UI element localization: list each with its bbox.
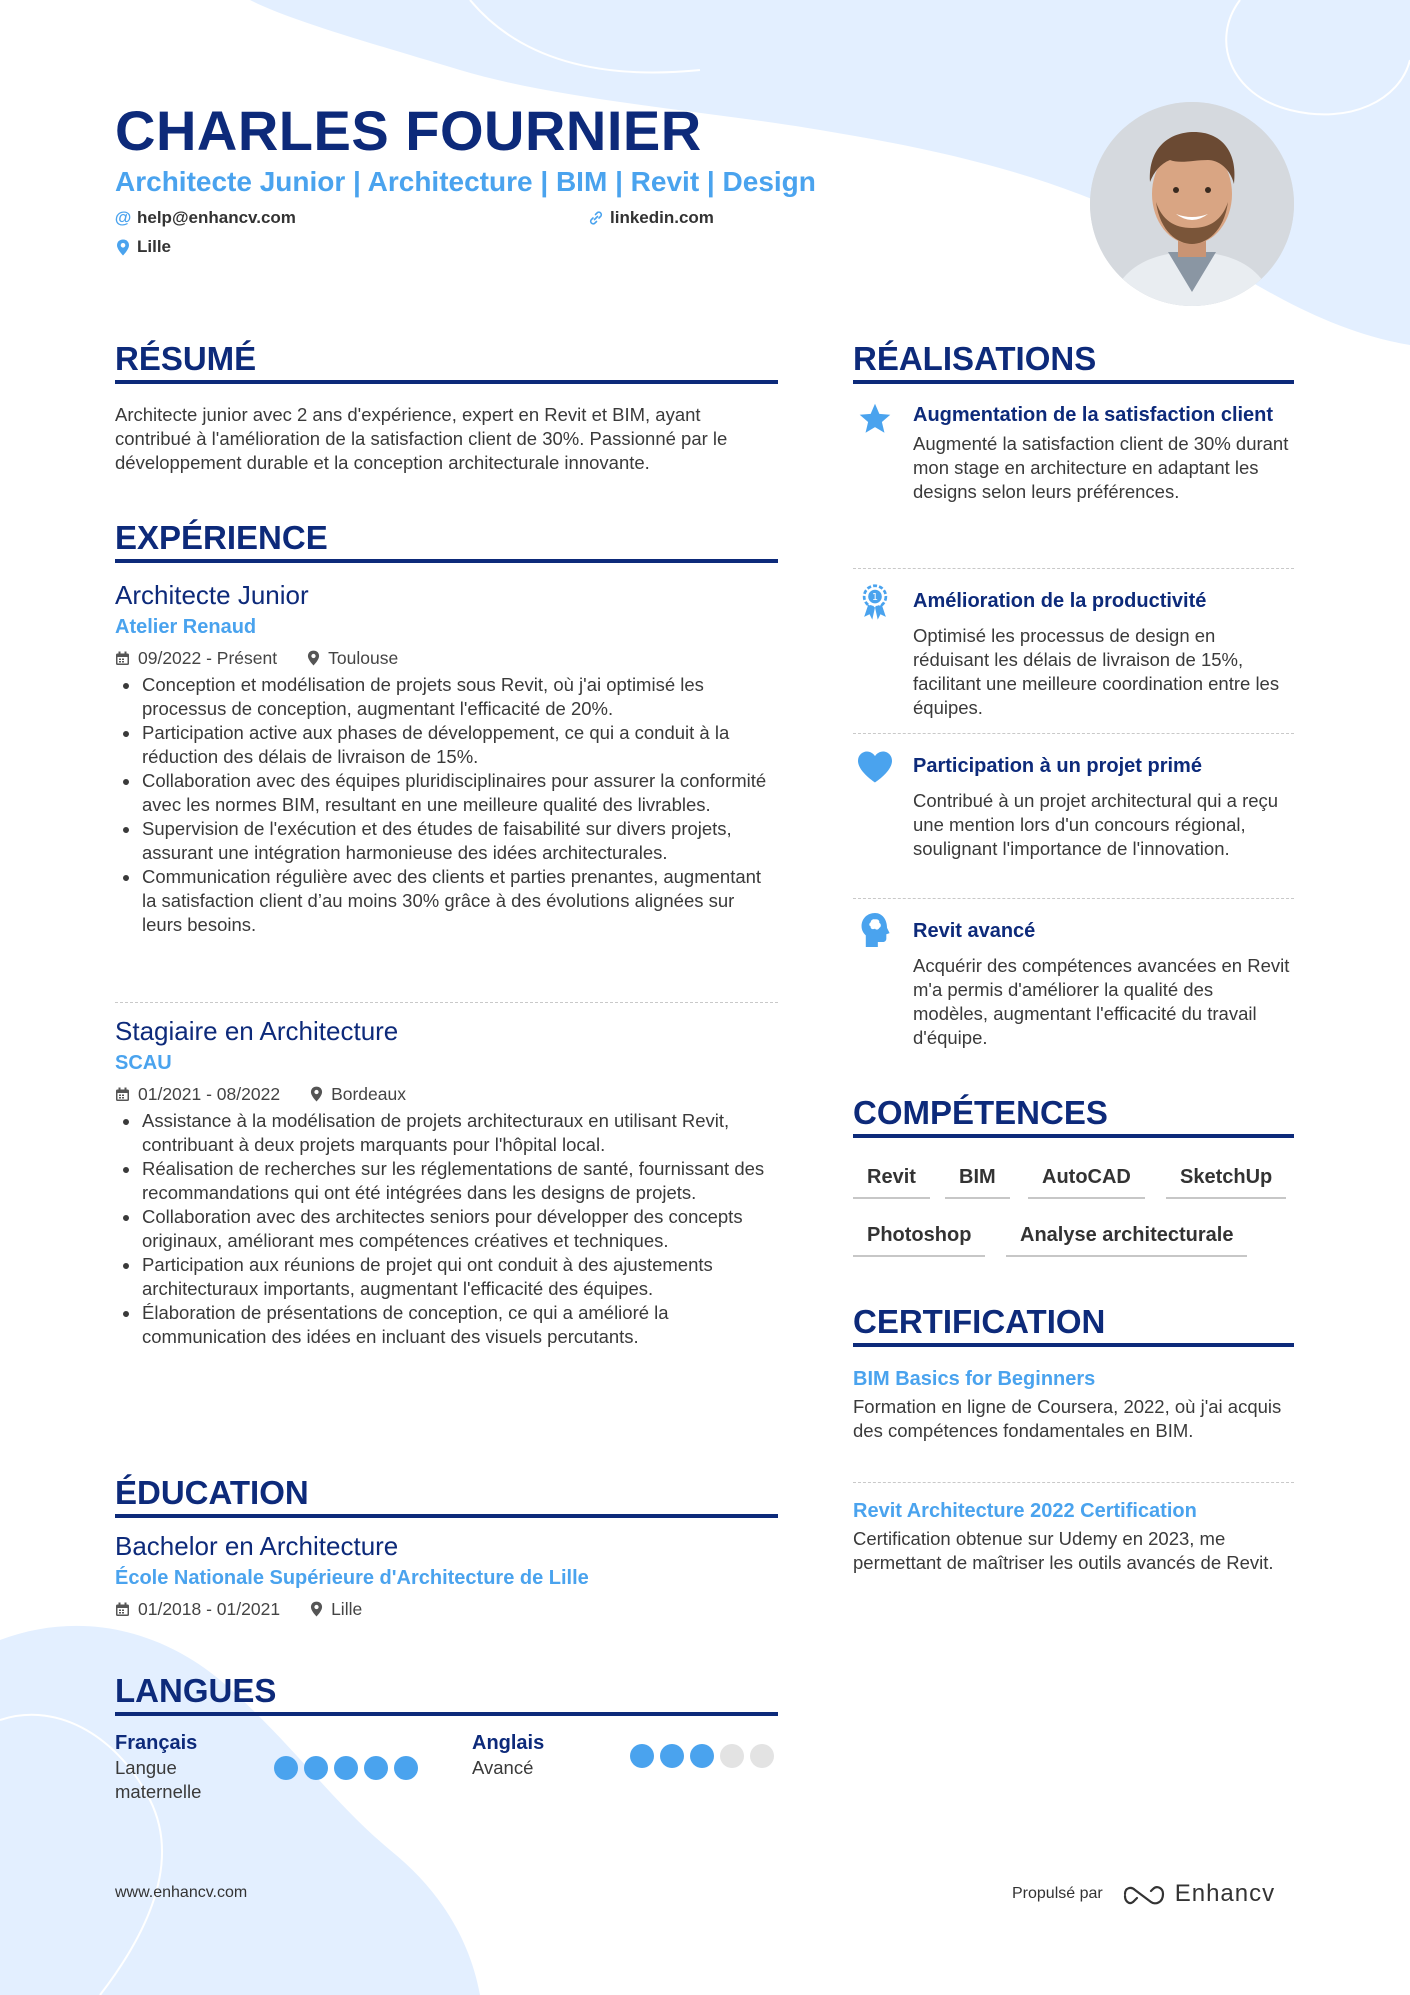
list-item: Collaboration avec des architectes seniors pour développer des concepts originaux, améliorant mes compétences créatives et techniques. [115,1205,778,1253]
contact-linkedin[interactable] [588,208,714,228]
language-item [115,1730,265,1804]
at-icon: @ [114,208,132,227]
language-level: Avancé [472,1757,534,1778]
rating-dot [690,1744,714,1768]
rating-dot [304,1756,328,1780]
skill-tag: SketchUp [1166,1159,1286,1199]
certification-text: Formation en ligne de Coursera, 2022, où j'ai acquis des compétences fondamentales en BIM. [853,1396,1282,1441]
skill-tag: AutoCAD [1028,1159,1145,1199]
rating-dot [630,1744,654,1768]
education-entry [115,1530,778,1622]
location-text: Lille [137,237,172,256]
calendar-icon [115,651,130,666]
award-ribbon-icon [855,582,895,622]
section-title-resume: RÉSUMÉ [115,340,778,384]
brain-head-icon [855,910,895,950]
school-name: École Nationale Supérieure d'Architecture de Lille [115,1567,589,1589]
list-item: Assistance à la modélisation de projets architecturaux en utilisant Revit, contribuant à deux projets marquants pour l'hôpital local. [115,1109,778,1157]
link-icon [588,210,604,226]
location-pin-icon [310,1601,323,1617]
section-title-languages: LANGUES [115,1672,778,1716]
rating-dot [660,1744,684,1768]
entry-divider [853,733,1294,734]
calendar-icon [115,1087,130,1102]
degree-title: Bachelor en Architecture [115,1531,399,1561]
list-item: Supervision de l'exécution et des études de faisabilité sur divers projets, assurant une intégration harmonieuse des idées architecturales. [115,817,778,865]
achievement-title: Revit avancé [913,920,1036,942]
job-location: Toulouse [328,648,399,668]
skill-tag: Revit [853,1159,930,1199]
achievement-text: Optimisé les processus de design en réduisant les délais de livraison de 15%, facilitant une meilleure coordination entre les équipes. [913,625,1280,718]
achievement-text: Augmenté la satisfaction client de 30% durant mon stage en architecture en adaptant les designs selon leurs préférences. [913,433,1289,502]
enhancv-logo-icon [1121,1880,1275,1908]
section-title-experience: EXPÉRIENCE [115,519,778,563]
rating-dot [274,1756,298,1780]
achievement-item [913,753,1293,861]
job-title: Stagiaire en Architecture [115,1016,399,1046]
profile-photo [1090,102,1294,306]
education-meta [115,1596,778,1622]
rating-dot [750,1744,774,1768]
list-item: Collaboration avec des équipes pluridisciplinaires pour assurer la conformité avec les normes BIM, resultant en une meilleure qualité des livrables. [115,769,778,817]
language-level: Langue maternelle [115,1757,202,1802]
job-bullets [115,1109,778,1349]
star-icon [855,399,895,439]
brand-name: Enhancv [1174,1880,1276,1907]
section-title-education: ÉDUCATION [115,1474,778,1518]
achievement-title: Augmentation de la satisfaction client [913,404,1274,426]
email-text: help@enhancv.com [137,208,296,227]
job-dates: 01/2021 - 08/2022 [138,1084,281,1104]
powered-by-label: Propulsé par [1012,1885,1103,1902]
job-company: SCAU [115,1052,172,1074]
certification-text: Certification obtenue sur Udemy en 2023, me permettant de maîtriser les outils avancés de Revit. [853,1528,1274,1573]
skill-tag: BIM [945,1159,1010,1199]
education-dates: 01/2018 - 01/2021 [138,1599,281,1619]
job-meta [115,645,778,671]
rating-dot [364,1756,388,1780]
achievement-title: Amélioration de la productivité [913,590,1207,612]
entry-divider [115,1002,778,1003]
certification-item [853,1365,1294,1443]
achievement-item [913,402,1293,504]
section-title-skills: COMPÉTENCES [853,1094,1294,1138]
location-pin-icon [310,1086,323,1102]
language-name: Anglais [472,1732,545,1754]
job-company: Atelier Renaud [115,616,257,638]
section-title-certification: CERTIFICATION [853,1303,1294,1347]
achievement-title: Participation à un projet primé [913,755,1202,777]
location-pin-icon [115,239,131,256]
job-meta [115,1081,778,1107]
skill-tag: Analyse architecturale [1006,1217,1247,1257]
certification-name: Revit Architecture 2022 Certification [853,1500,1197,1522]
certification-item [853,1497,1294,1575]
footer-website[interactable]: www.enhancv.com [115,1884,248,1901]
language-rating-1 [630,1744,780,1770]
resume-summary: Architecte junior avec 2 ans d'expérience, expert en Revit et BIM, ayant contribué à l'amélioration de la satisfaction client de 30%. Passionné par le développement durable et la conception architecturale innovante. [115,404,728,473]
contact-location [115,237,171,257]
language-name: Français [115,1732,198,1754]
achievement-item [913,588,1293,720]
list-item: Participation aux réunions de projet qui ont conduit à des ajustements architecturaux importants, augmentant l'efficacité des équipes. [115,1253,778,1301]
entry-divider [853,1482,1294,1483]
heart-icon [855,747,895,787]
candidate-name: CHARLES FOURNIER [115,99,702,162]
footer-branding [1012,1880,1275,1908]
experience-entry [115,579,778,937]
achievement-text: Contribué à un projet architectural qui a reçu une mention lors d'un concours régional, soulignant l'importance de l'innovation. [913,790,1279,859]
contact-email[interactable] [115,208,296,228]
rating-dot [720,1744,744,1768]
skill-tag: Photoshop [853,1217,985,1257]
list-item: Élaboration de présentations de conception, ce qui a amélioré la communication des idées en incluant des visuels percutants. [115,1301,778,1349]
section-title-achievements: RÉALISATIONS [853,340,1294,384]
language-item [472,1730,622,1780]
location-pin-icon [307,650,320,666]
list-item: Participation active aux phases de développement, ce qui a conduit à la réduction des délais de livraison de 15%. [115,721,778,769]
experience-entry [115,1015,778,1349]
achievement-item [913,918,1293,1050]
job-dates: 09/2022 - Présent [138,648,278,668]
job-location: Bordeaux [331,1084,406,1104]
svg-text:1: 1 [871,591,879,603]
rating-dot [394,1756,418,1780]
linkedin-text: linkedin.com [610,208,714,227]
language-rating-0 [274,1756,424,1782]
job-title: Architecte Junior [115,580,309,610]
candidate-headline: Architecte Junior | Architecture | BIM | Revit | Design [115,166,816,197]
rating-dot [334,1756,358,1780]
certification-name: BIM Basics for Beginners [853,1368,1096,1390]
entry-divider [853,898,1294,899]
list-item: Communication régulière avec des clients et parties prenantes, augmentant la satisfaction client d’au moins 30% grâce à des évolutions alignées sur leurs besoins. [115,865,778,937]
list-item: Conception et modélisation de projets sous Revit, où j'ai optimisé les processus de conception, augmentant l'efficacité de 20%. [115,673,778,721]
education-location: Lille [331,1599,363,1619]
job-bullets [115,673,778,937]
entry-divider [853,568,1294,569]
calendar-icon [115,1602,130,1617]
achievement-text: Acquérir des compétences avancées en Revit m'a permis d'améliorer la qualité des modèles, augmentant l'efficacité du travail d'équipe. [913,955,1290,1048]
list-item: Réalisation de recherches sur les réglementations de santé, fournissant des recommandations qui ont été intégrées dans les designs de projets. [115,1157,778,1205]
